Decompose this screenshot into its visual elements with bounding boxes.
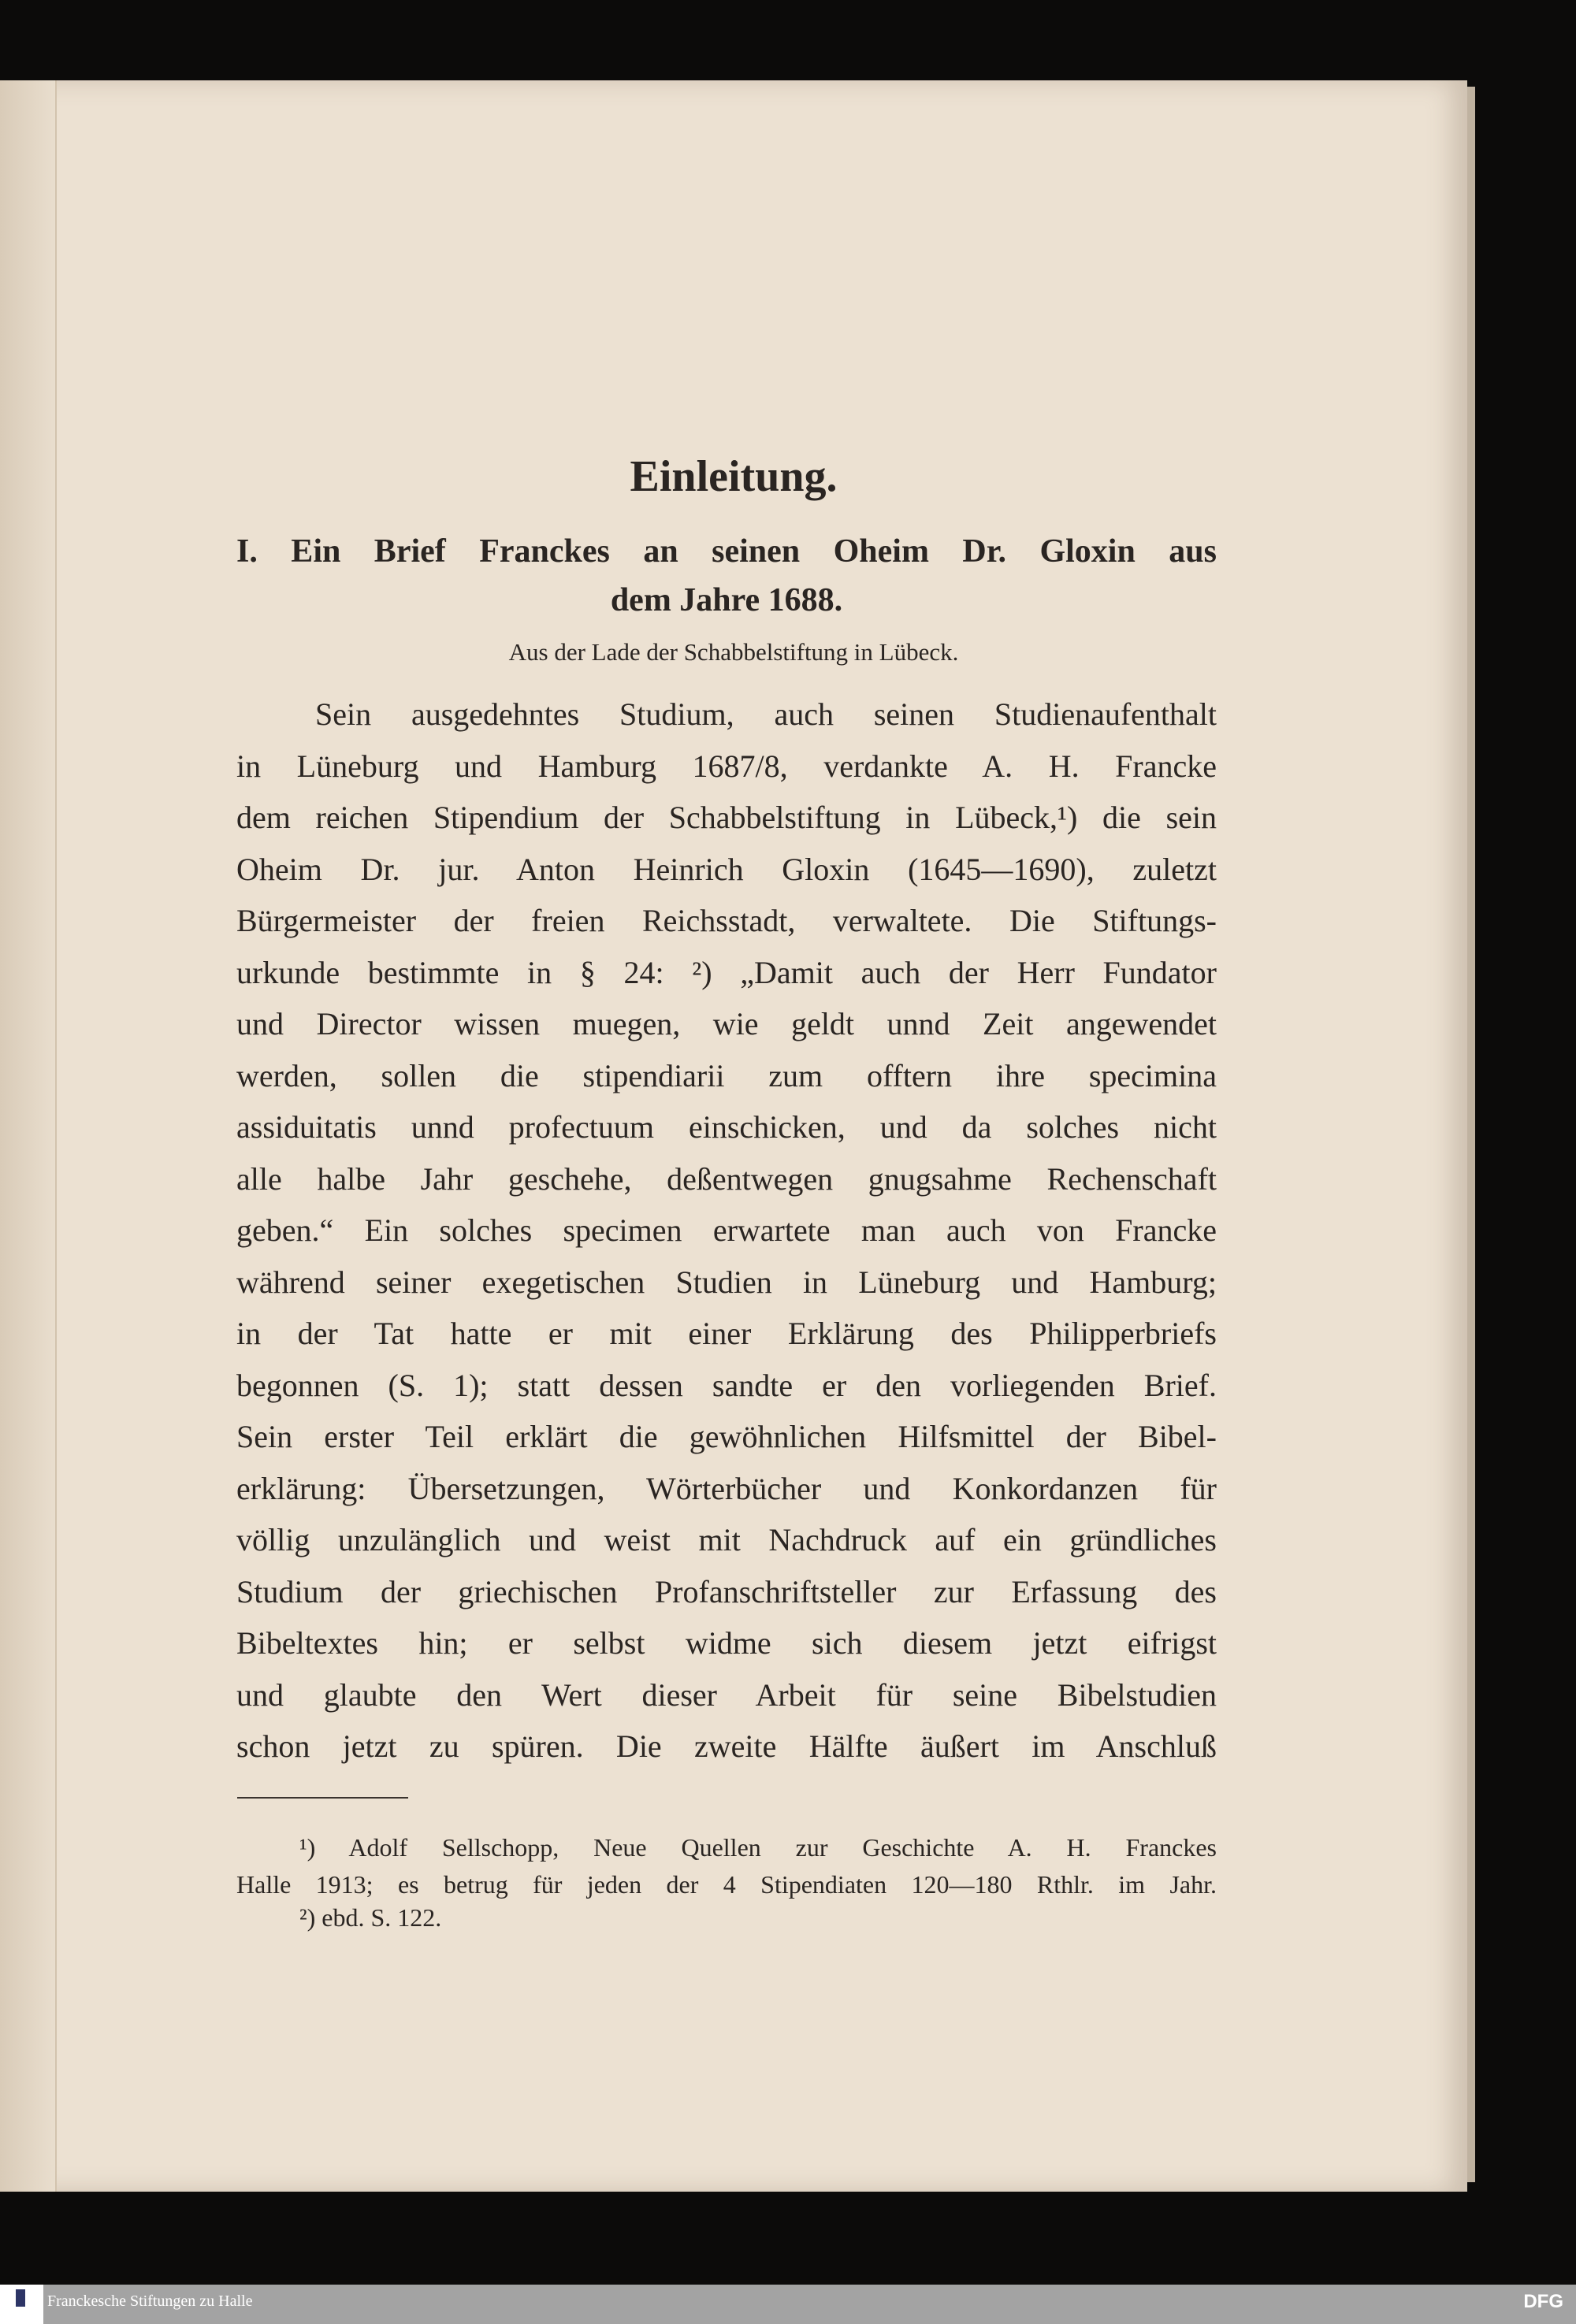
body-line: urkunde bestimmte in § 24: ²) „Damit auch der Herr Fundator [236, 954, 1217, 990]
section-heading-line-2: dem Jahre 1688. [610, 582, 843, 618]
body-line: erklärung: Übersetzungen, Wörterbücher und Konkordanzen für [236, 1470, 1217, 1506]
body-line: Studium der griechischen Profanschriftsteller zur Erfassung des [236, 1573, 1217, 1609]
body-line: Oheim Dr. jur. Anton Heinrich Gloxin (1645—1690), zuletzt [236, 851, 1217, 887]
footnote-1-cont: Halle 1913; es betrug für jeden der 4 Stipendiaten 120—180 Rthlr. im Jahr. [236, 1870, 1217, 1899]
body-line: assiduitatis unnd profectuum einschicken, und da solches nicht [236, 1109, 1217, 1145]
body-line: und Director wissen muegen, wie geldt unnd Zeit angewendet [236, 1006, 1217, 1041]
body-line: Bürgermeister der freien Reichsstadt, verwaltete. Die Stiftungs- [236, 903, 1217, 938]
facing-page-edge [0, 80, 57, 2192]
body-line: und glaubte den Wert dieser Arbeit für seine Bibelstudien [236, 1676, 1217, 1713]
body-line: werden, sollen die stipendiarii zum offtern ihre specimina [236, 1057, 1217, 1093]
body-line: Sein ausgedehntes Studium, auch seinen Studienaufenthalt [315, 696, 1217, 732]
footnote-1: ¹) Adolf Sellschopp, Neue Quellen zur Geschichte A. H. Franckes [299, 1833, 1217, 1862]
section-heading-line-1: I. Ein Brief Franckes an seinen Oheim Dr. Gloxin aus [236, 533, 1217, 570]
body-line: in Lüneburg und Hamburg 1687/8, verdankte A. H. Francke [236, 748, 1217, 784]
body-line: geben.“ Ein solches specimen erwartete man auch von Francke [236, 1212, 1217, 1248]
body-line: schon jetzt zu spüren. Die zweite Hälfte äußert im Anschluß [236, 1728, 1217, 1764]
body-line: in der Tat hatte er mit einer Erklärung des Philipperbriefs [236, 1316, 1217, 1351]
body-line: Sein erster Teil erklärt die gewöhnlichen Hilfsmittel der Bibel- [236, 1419, 1217, 1454]
page-edge [1467, 87, 1475, 2182]
dfg-logo: DFG [1523, 2291, 1563, 2312]
page-title: Einleitung. [630, 452, 838, 501]
body-line: Bibeltextes hin; er selbst widme sich diesem jetzt eifrigst [236, 1625, 1217, 1661]
institution-logo [0, 2285, 43, 2324]
subheading: Aus der Lade der Schabbelstiftung in Lübeck. [508, 638, 959, 666]
body-line: völlig unzulänglich und weist mit Nachdruck auf ein gründliches [236, 1522, 1217, 1557]
footnote-divider [237, 1797, 408, 1799]
body-line: dem reichen Stipendium der Schabbelstiftung in Lübeck,¹) die sein [236, 800, 1217, 835]
body-line: während seiner exegetischen Studien in Lüneburg und Hamburg; [236, 1264, 1217, 1300]
institution-name: Franckesche Stiftungen zu Halle [47, 2292, 253, 2310]
footnote-2: ²) ebd. S. 122. [299, 1903, 442, 1932]
body-line: begonnen (S. 1); statt dessen sandte er den vorliegenden Brief. [236, 1367, 1217, 1403]
body-line: alle halbe Jahr geschehe, deßentwegen gnugsahme Rechenschaft [236, 1160, 1217, 1197]
